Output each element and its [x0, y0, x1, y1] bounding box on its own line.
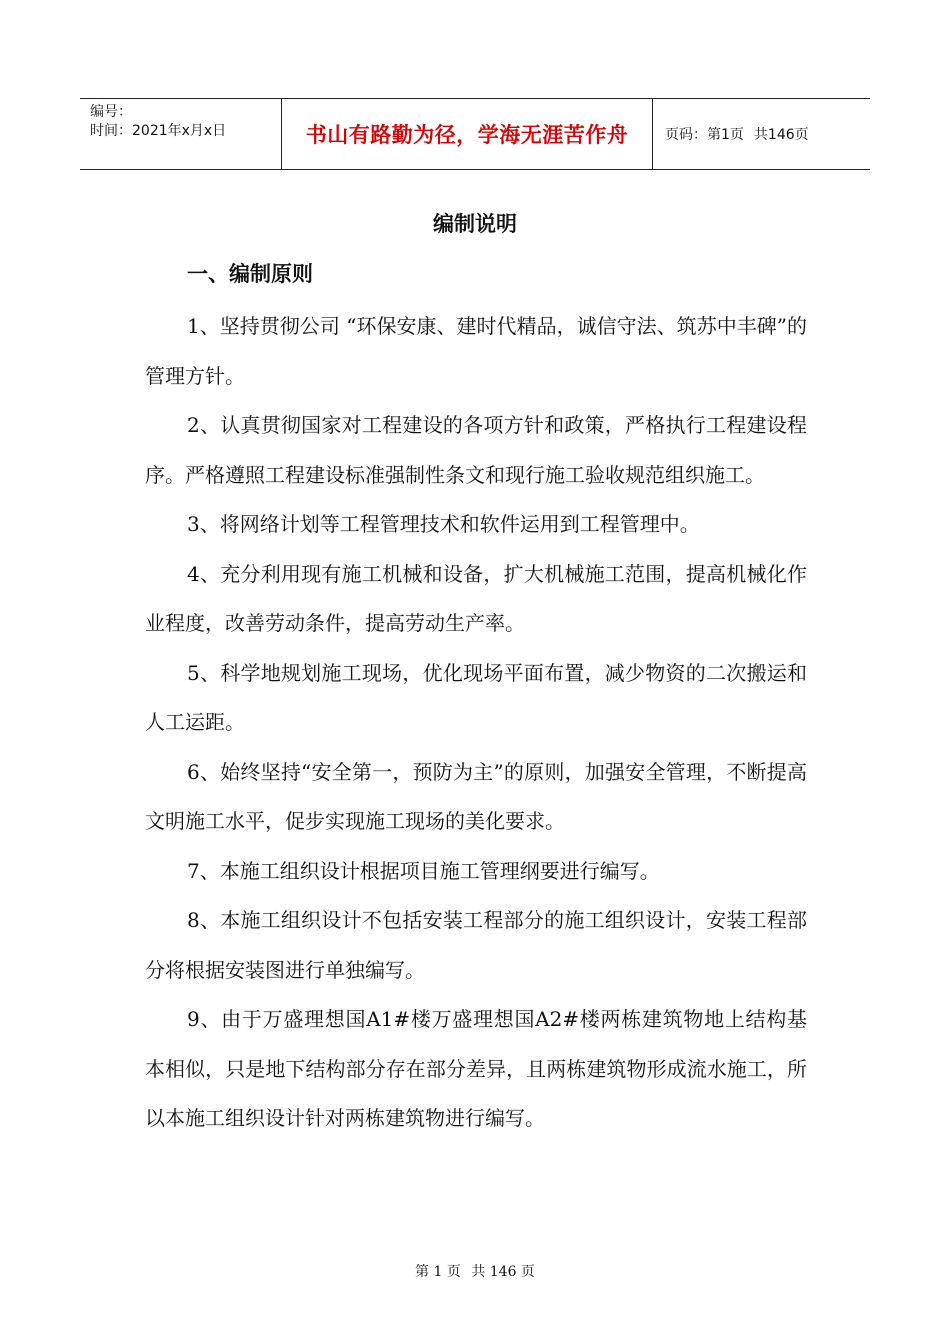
principle-item-3: 3、将网络计划等工程管理技术和软件运用到工程管理中。: [187, 512, 700, 536]
section-body: [145, 302, 807, 1144]
header-meta: [80, 99, 282, 169]
principle-item-6: 6、始终坚持“安全第一，预防为主”的原则，加强安全管理，不断提高文明施工水平，促步实现施工现场的美化要求。: [145, 759, 807, 833]
document-date-label: 时间：2021年x月x日: [90, 123, 227, 139]
header-page-info: [653, 99, 870, 169]
principle-item-9: 9、由于万盛理想国A1#楼万盛理想国A2#楼两栋建筑物地上结构基本相似，只是地下结构部分存在部分差异，且两栋建筑物形成流水施工，所以本施工组织设计针对两栋建筑物进行编写。: [145, 1007, 807, 1130]
principle-item-5: 5、科学地规划施工现场，优化现场平面布置，减少物资的二次搬运和人工运距。: [145, 660, 807, 734]
footer-page-number: 第 1 页: [415, 1264, 461, 1280]
principle-item-4: 4、充分利用现有施工机械和设备，扩大机械施工范围，提高机械化作业程度，改善劳动条件，提高劳动生产率。: [145, 561, 807, 635]
section-heading: 一、编制原则: [187, 262, 313, 286]
page-header: [80, 98, 870, 170]
footer-page-total: 共 146 页: [471, 1264, 535, 1280]
principle-item-7: 7、本施工组织设计根据项目施工管理纲要进行编写。: [187, 858, 660, 883]
header-motto: 书山有路勤为径，学海无涯苦作舟: [282, 99, 653, 169]
principle-item-1: 1、坚持贯彻公司 “环保安康、建时代精品，诚信守法、筑苏中丰碑”的管理方针。: [145, 314, 807, 388]
page-footer: [0, 1261, 950, 1281]
header-page-number: 页码：第1页: [665, 127, 744, 143]
header-page-total: 共146页: [753, 127, 809, 143]
principle-item-2: 2、认真贯彻国家对工程建设的各项方针和政策，严格执行工程建设程序。严格遵照工程建设标准强制性条文和现行施工验收规范组织施工。: [145, 413, 807, 487]
principle-item-8: 8、本施工组织设计不包括安装工程部分的施工组织设计，安装工程部分将根据安装图进行单独编写。: [145, 908, 807, 982]
document-title: 编制说明: [433, 212, 517, 236]
document-number-label: 编号：: [90, 104, 132, 120]
